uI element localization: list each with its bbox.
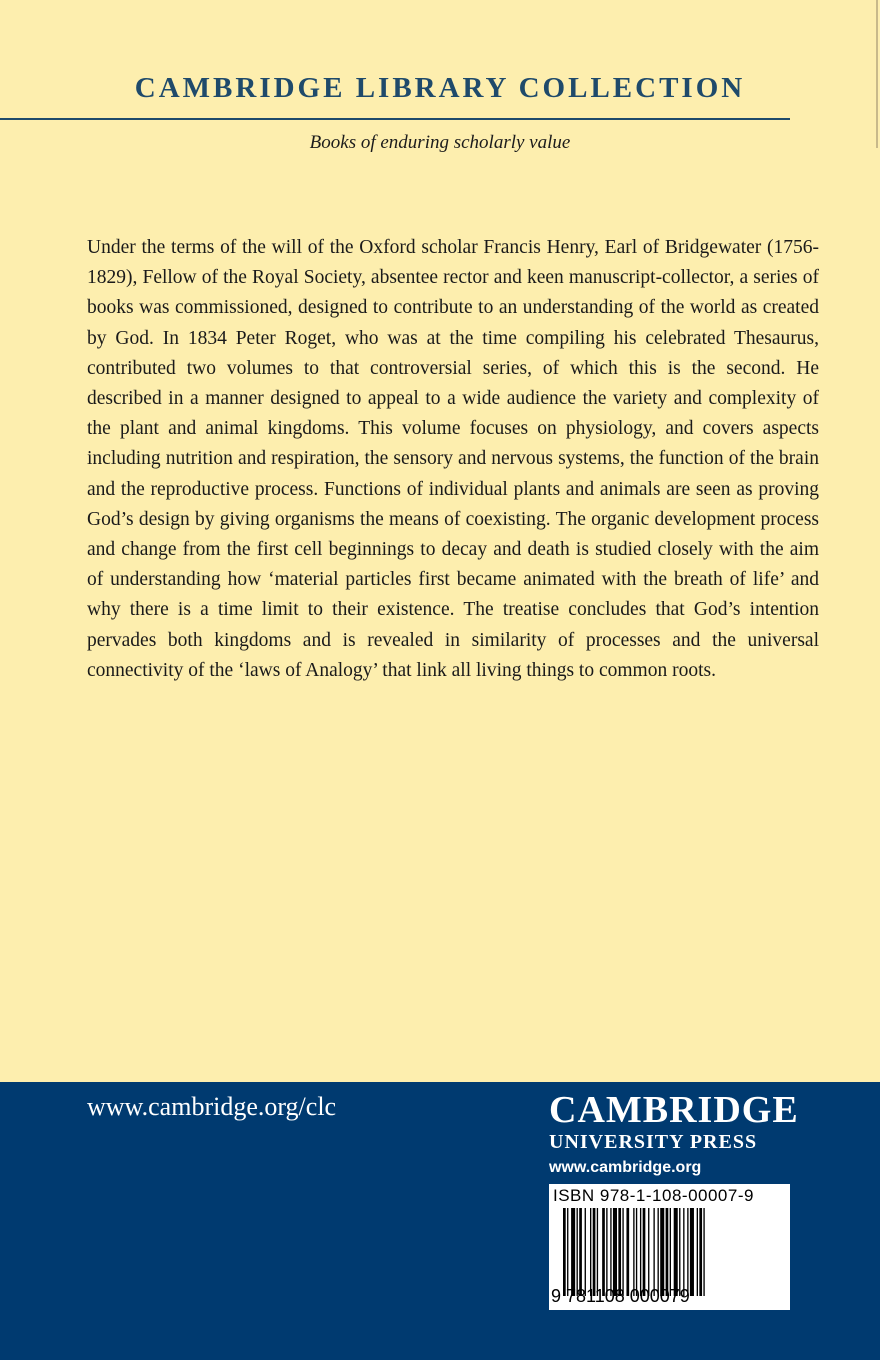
series-title: CAMBRIDGE LIBRARY COLLECTION xyxy=(134,72,746,104)
series-tagline: Books of enduring scholarly value xyxy=(309,132,571,153)
title-rule xyxy=(0,118,790,120)
barcode-digits: 9 781108 000079 xyxy=(551,1286,690,1306)
isbn-barcode xyxy=(549,1184,790,1310)
isbn-label: ISBN 978-1-108-00007-9 xyxy=(553,1186,754,1205)
series-url: www.cambridge.org/clc xyxy=(87,1092,337,1121)
publisher-url: www.cambridge.org xyxy=(549,1159,702,1176)
publisher-subtitle: UNIVERSITY PRESS xyxy=(549,1131,758,1153)
book-description: Under the terms of the will of the Oxford scholar Francis Henry, Earl of Bridgewater (1756-1829), Fellow of the Royal Society, absentee rector and keen manuscript-collector, a series of books was commissioned, designed to contribute to an understanding of the world as created by God. In 1834 Peter Roget, who was at the time compiling his celebrated Thesaurus, contributed two volumes to that controversial series, of which this is the second. He described in a manner designed to appeal to a wide audience the variety and complexity of the plant and animal kingdoms. This volume focuses on physiology, and covers aspects including nutrition and respiration, the sensory and nervous systems, the function of the brain and the reproductive process. Functions of individual plants and animals are seen as proving God’s design by giving organisms the means of coexisting. The organic development process and change from the first cell beginnings to decay and death is studied closely with the aim of understanding how ‘material particles first became animated with the breath of life’ and why there is a time limit to their existence. The treatise concludes that God’s intention pervades both kingdoms and is revealed in similarity of processes and the universal connectivity of the ‘laws of Analogy’ that link all living things to common roots. xyxy=(87,237,819,681)
publisher-logo xyxy=(549,1089,799,1180)
publisher-name: CAMBRIDGE xyxy=(549,1089,799,1131)
barcode-bars-icon xyxy=(549,1208,790,1296)
